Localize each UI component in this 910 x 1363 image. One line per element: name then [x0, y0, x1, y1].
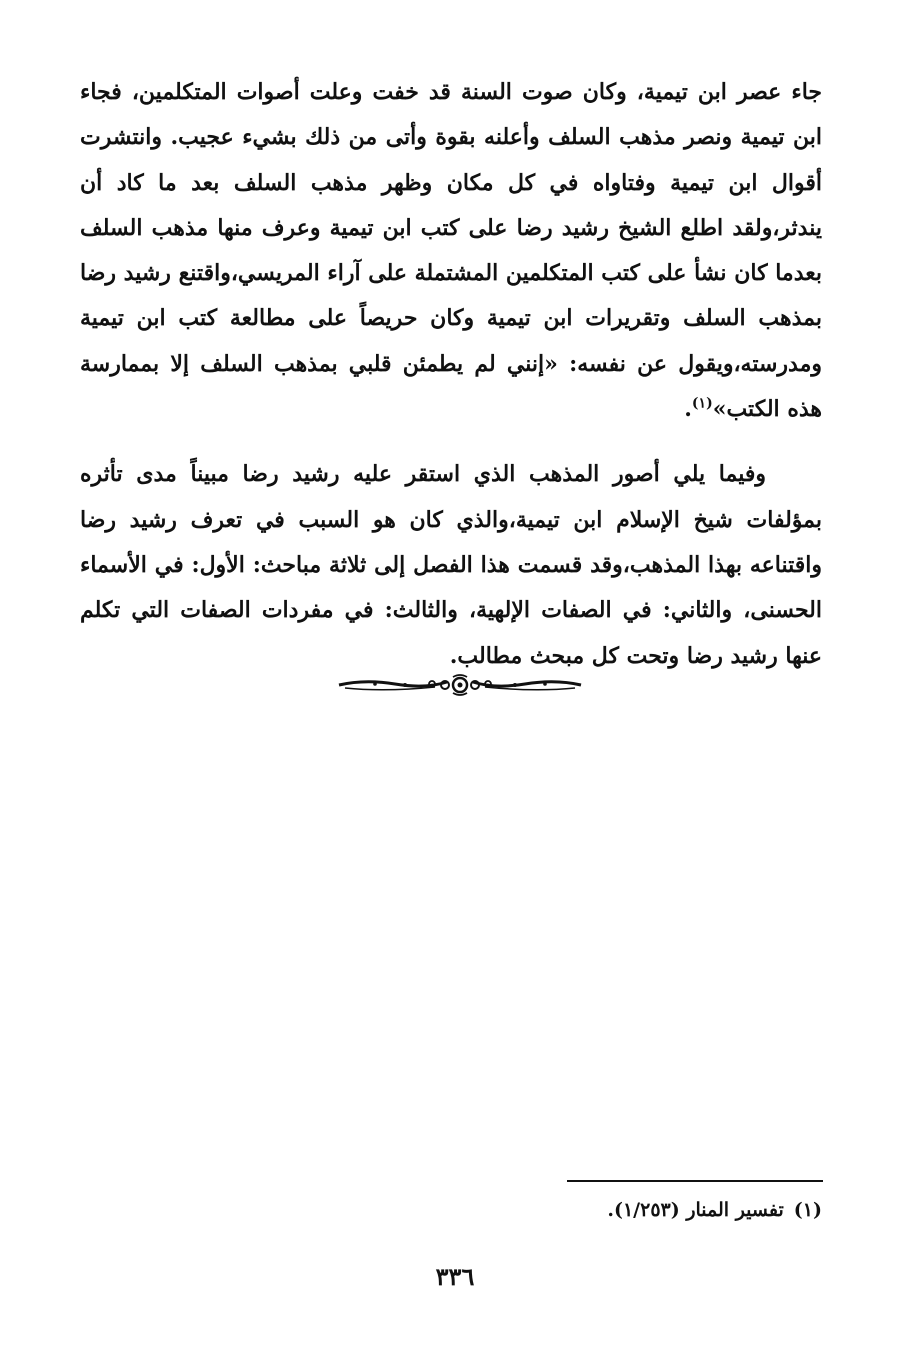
page-number: ٣٣٦	[435, 1262, 475, 1291]
ornament-divider	[335, 673, 585, 697]
paragraph-1-end: .	[684, 396, 692, 423]
footnote	[222, 1196, 822, 1224]
main-text	[80, 70, 822, 679]
footnote-number: (١)	[793, 1199, 822, 1221]
paragraph-2: وفيما يلي أصور المذهب الذي استقر عليه رشيد رضا مبيناً مدى تأثره بمؤلفات شيخ الإسلام ابن تيمية،والذي كان هو السبب في تعرف رشيد رضا واقتناعه بهذا المذهب،وقد قسمت هذا الفصل إلى ثلاثة مباحث: الأول: في الأسماء الحسنى، والثاني: في الصفات الإلهية، والثالث: في مفردات الصفات التي تكلم عنها رشيد رضا وتحت كل مبحث مطالب.	[80, 461, 822, 669]
footnote-text: تفسير المنار (١/٢٥٣).	[607, 1199, 784, 1221]
footnote-separator	[567, 1180, 823, 1182]
paragraph-1-text: جاء عصر ابن تيمية، وكان صوت السنة قد خفت وعلت أصوات المتكلمين، فجاء ابن تيمية ونصر مذهب السلف وأعلنه بقوة وأتى من ذلك بشيء عجيب. وانتشرت أقوال ابن تيمية وفتاواه في كل مكان وظهر مذهب السلف بعد ما كاد أن يندثر،ولقد اطلع الشيخ رشيد رضا على كتب ابن تيمية وعرف منها مذهب السلف بعدما كان نشأ على كتب المتكلمين المشتملة على آراء المريسي،واقتنع رشيد رضا بمذهب السلف وتقريرات ابن تيمية وكان حريصاً على مطالعة كتب ابن تيمية ومدرسته،ويقول عن نفسه: «إنني لم يطمئن قلبي بمذهب السلف إلا بممارسة هذه الكتب»	[80, 79, 822, 423]
paragraph-1	[80, 70, 822, 432]
footnote-reference: (١)	[691, 395, 713, 412]
